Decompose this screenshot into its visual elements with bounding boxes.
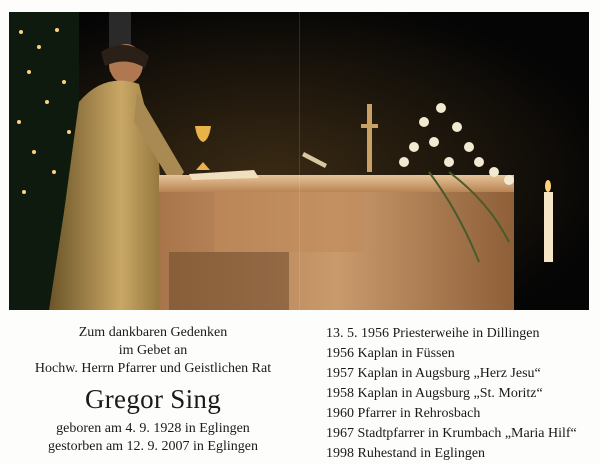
timeline-entry: 1998 Ruhestand in Eglingen <box>326 446 486 461</box>
timeline-entry: 13. 5. 1956 Priesterweihe in Dillingen <box>326 326 540 341</box>
dedication-line-3: Hochw. Herrn Pfarrer und Geistlichen Rat <box>34 361 272 376</box>
dedication-line-1: Zum dankbaren Gedenken <box>78 325 228 340</box>
dedication-line-2: im Gebet an <box>118 343 188 358</box>
card-fold-line <box>299 12 300 310</box>
career-timeline <box>326 324 596 464</box>
timeline-entry: 1958 Kaplan in Augsburg „St. Moritz“ <box>326 386 543 401</box>
memorial-text <box>10 324 296 456</box>
deceased-name: Gregor Sing <box>84 384 222 414</box>
timeline-entry: 1960 Pfarrer in Rehrosbach <box>326 406 481 421</box>
timeline-entry: 1967 Stadtpfarrer in Krumbach „Maria Hilf“ <box>326 426 577 441</box>
timeline-entry: 1957 Kaplan in Augsburg „Herz Jesu“ <box>326 366 541 381</box>
birth-date: geboren am 4. 9. 1928 in Eglingen <box>56 421 250 436</box>
death-date: gestorben am 12. 9. 2007 in Eglingen <box>48 439 258 454</box>
timeline-entry: 1956 Kaplan in Füssen <box>326 346 455 361</box>
